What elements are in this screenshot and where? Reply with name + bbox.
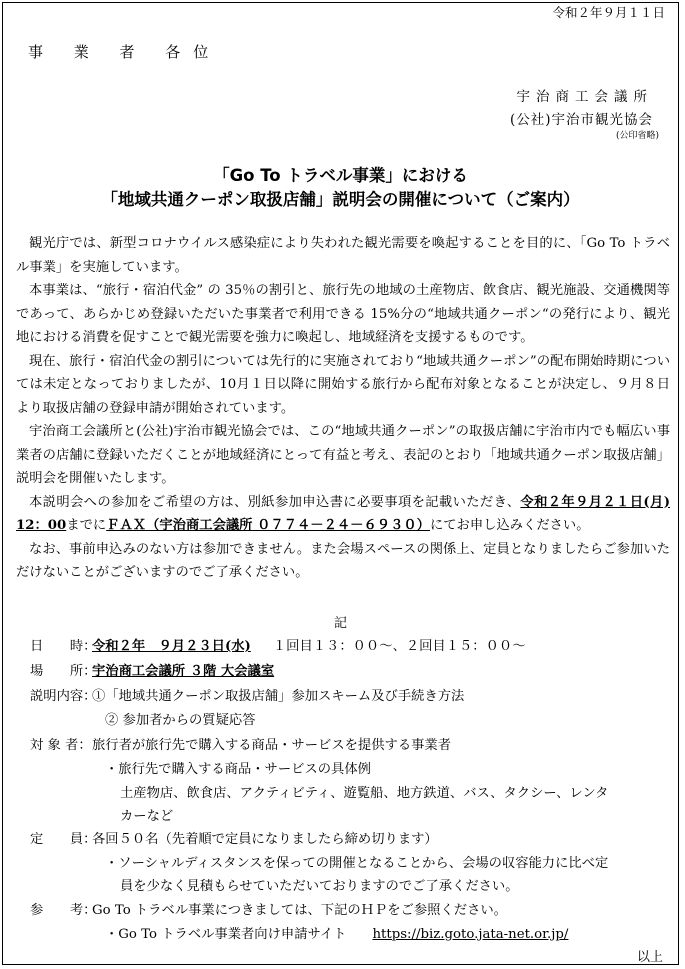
capacity-note-1: ・ソーシャルディスタンスを保っての開催となることから、会場の収容能力に比べ定 xyxy=(105,856,609,871)
row-reference xyxy=(30,900,507,922)
paragraph-5-c: にてお申し込みください。 xyxy=(429,518,590,533)
paragraph-1: 観光庁では、新型コロナウイルス感染症により失われた観光需要を喚起することを目的に、「Go To トラベル事業」を実施しています。 xyxy=(16,236,670,275)
title-line-1: 「Go To トラベル事業」における xyxy=(213,166,468,185)
end-mark: 以上 xyxy=(636,950,663,965)
content-label: 説明内容： xyxy=(30,689,97,704)
paragraph-5-b: までに xyxy=(66,518,107,533)
paragraph-6: なお、事前申込みのない方は参加できません。また会場スペースの関係上、定員となりましたらご参加いただけないことがございますのでご了承ください。 xyxy=(16,541,670,580)
date-label: 日 時： xyxy=(30,639,97,654)
row-date xyxy=(30,636,526,658)
target-sub: ・旅行先で購入する商品・サービスの具体例 xyxy=(105,762,371,777)
capacity-label: 定 員： xyxy=(30,832,97,847)
place-value: 宇治商工会議所 ３階 大会議室 xyxy=(92,664,275,679)
seal-note: (公印省略) xyxy=(615,131,659,141)
target-example-2: カーなど xyxy=(120,809,174,824)
issue-date: 令和２年９月１１日 xyxy=(552,5,665,20)
target-example-1: 土産物店、飲食店、アクティビティ、遊覧船、地方鉄道、バス、タクシー、レンタ xyxy=(120,786,609,801)
ki-heading: 記 xyxy=(333,616,347,631)
paragraph-5-a: 本説明会への参加をご希望の方は、別紙参加申込書に必要事項を記載いただき、 xyxy=(29,494,521,510)
reference-label: 参 考： xyxy=(30,903,97,918)
paragraph-4: 宇治商工会議所と(公社)宇治市観光協会では、この“地域共通クーポン”の取扱店舗に宇治市内でも幅広い事業者の店舗に登録いただくことが地域経済にとって有益と考え、表記のとおり「地域共通クーポン取扱店舗」説明会を開催いたします。 xyxy=(16,424,670,486)
content-1: ①「地域共通クーポン取扱店舗」参加スキーム及び手続き方法 xyxy=(92,689,465,704)
recipient: 事 業 者 各位 xyxy=(28,43,222,61)
target-label: 対 象 者： xyxy=(30,738,92,753)
row-place xyxy=(30,661,274,683)
paragraph-5 xyxy=(16,491,670,538)
row-content xyxy=(30,686,464,708)
reference-site-label: ・Go To トラベル事業者向け申請サイト xyxy=(105,927,347,942)
capacity-note-2: 員を少なく見積もらせていただいておりますのでご了承ください。 xyxy=(120,879,519,894)
sender-chamber: 宇治商工会議所 xyxy=(516,89,653,105)
reference-value: Go To トラベル事業につきましては、下記のＨＰをご参照ください。 xyxy=(92,903,507,918)
date-times: １回目１３：００～、２回目１５：００～ xyxy=(272,639,526,654)
paragraph-3: 現在、旅行・宿泊代金の割引については先行的に実施されており“地域共通クーポン”の配布開始時期については未定となっておりましたが、10月１日以降に開始する旅行から配布対象となることが決定し、９月８日より取扱店舗の登録申請が開始されています。 xyxy=(16,353,670,416)
row-target xyxy=(30,735,451,757)
deadline: 令和２年９月２１日(月) 12：00 xyxy=(16,494,671,533)
date-value: 令和２年 ９月２３日(水) xyxy=(92,639,251,654)
title-line-2: 「地域共通クーポン取扱店舗」説明会の開催について（ご案内） xyxy=(101,190,580,209)
sender-association: (公社)宇治市観光協会 xyxy=(509,112,653,128)
target-value: 旅行者が旅行先で購入する商品・サービスを提供する事業者 xyxy=(92,738,452,753)
content-2: ② 参加者からの質疑応答 xyxy=(105,713,256,728)
place-label: 場 所： xyxy=(30,664,97,679)
fax-number: ＦＡＸ（宇治商工会議所 ０７７４－２４－６９３０） xyxy=(106,518,430,533)
reference-sub xyxy=(105,924,568,946)
reference-url-link[interactable]: https://biz.goto.jata-net.or.jp/ xyxy=(372,927,569,942)
capacity-value: 各回５０名（先着順で定員になりましたら締め切ります） xyxy=(92,832,438,847)
row-capacity xyxy=(30,829,438,851)
body-text xyxy=(16,232,670,585)
paragraph-2: 本事業は、“旅行・宿泊代金” の 35％の割引と、旅行先の地域の土産物店、飲食店、観光施設、交通機関等であって、あらかじめ登録いただいた事業者で利用できる 15%分の“地域共通クーポン“の発行により、観光地における消費を促すことで観光需要を強力に喚起し、地域経済を支援するものです。 xyxy=(16,283,670,345)
